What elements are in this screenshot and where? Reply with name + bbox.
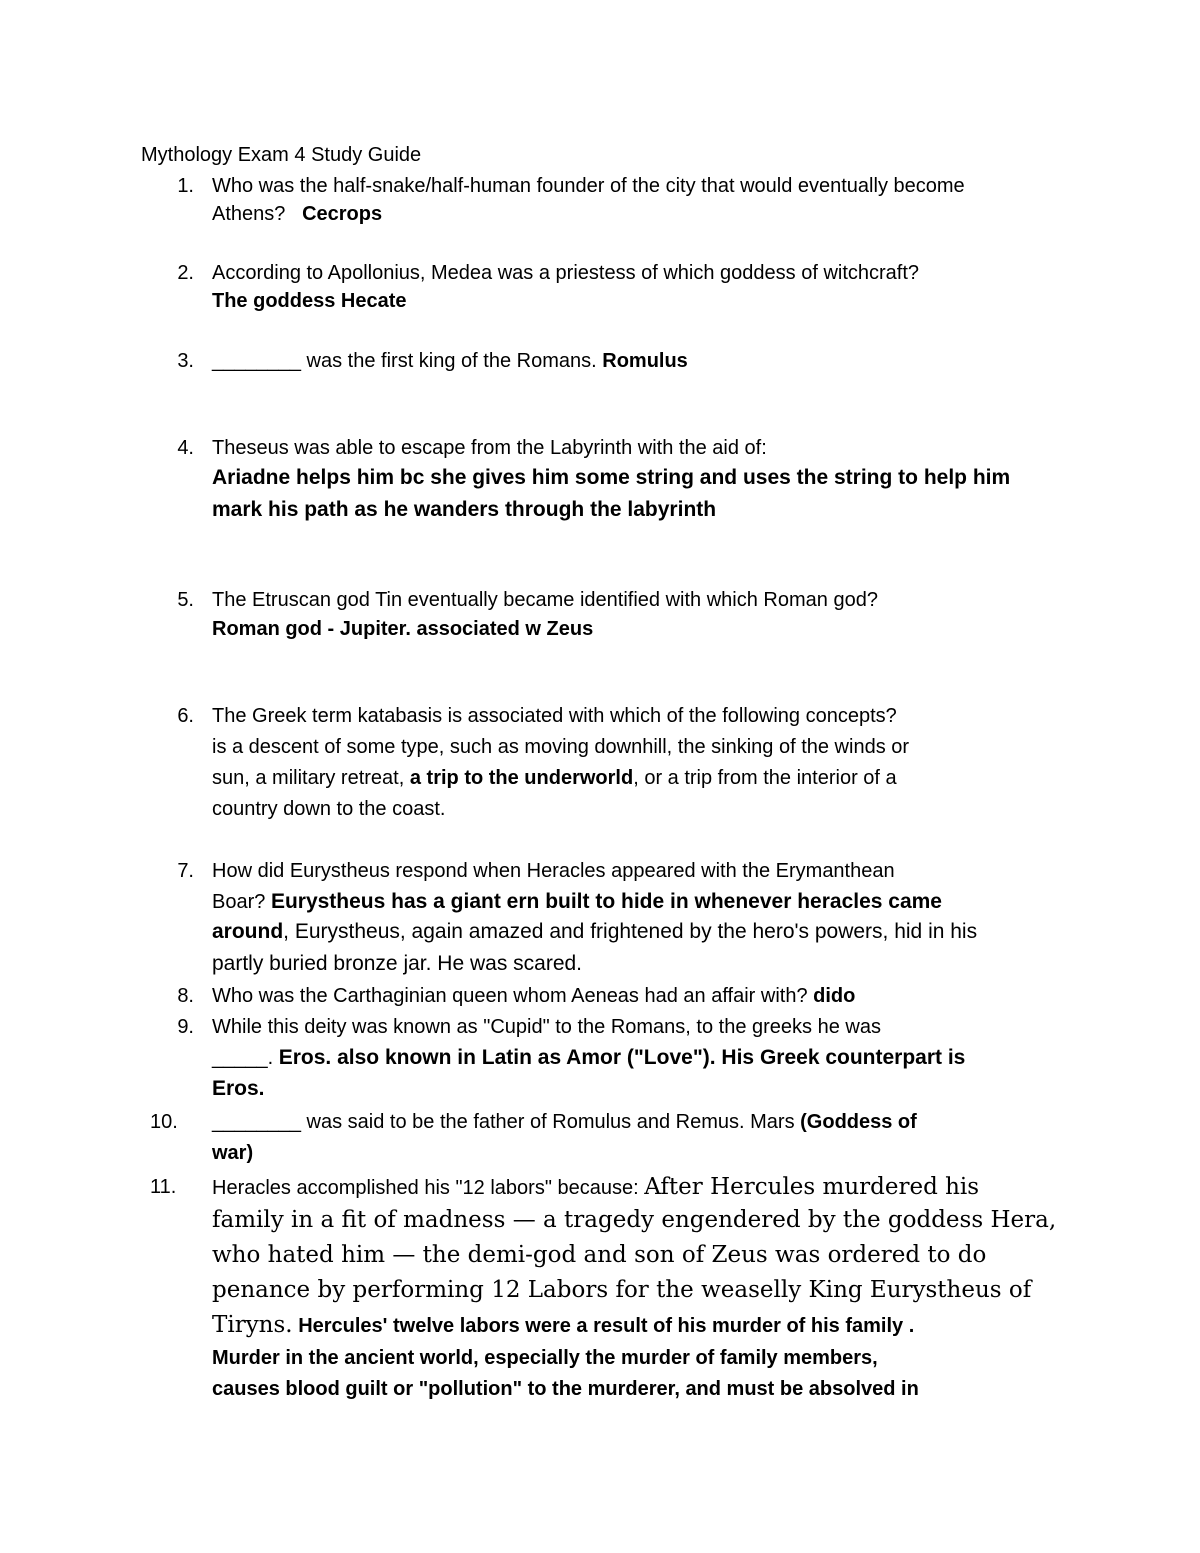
question-answer-line: [212, 1110, 917, 1134]
item-number: 1.: [177, 175, 194, 197]
question-text: Who was the Carthaginian queen whom Aeneas had an affair with?: [212, 985, 808, 1007]
question-text: How did Eurystheus respond when Heracles appeared with the Erymanthean: [212, 860, 895, 882]
item-number: 5.: [177, 589, 194, 611]
answer-highlight: war): [212, 1142, 254, 1164]
answer-highlight: Murder in the ancient world, especially the murder of family members,: [212, 1347, 878, 1369]
question-text: was said to be the father of Romulus and Remus.: [306, 1111, 745, 1133]
item-number: 8.: [177, 985, 194, 1007]
answer-line: [212, 1313, 914, 1338]
answer-text: partly buried bronze jar. He was scared.: [212, 952, 583, 975]
answer-text: , Eurystheus, again amazed and frightened by the hero's powers, hid in his: [283, 920, 978, 943]
answer-text: country down to the coast.: [212, 798, 446, 820]
question-text: was the first king of the Romans.: [306, 350, 597, 372]
answer-text: Eros. also known in Latin as Amor ("Love"). His Greek counterpart is: [278, 1046, 966, 1069]
item-number: 2.: [177, 262, 194, 284]
answer-text: Eurystheus has a giant ern built to hide in whenever heracles came: [270, 890, 942, 913]
item-number: 3.: [177, 350, 194, 372]
question-answer-line: [212, 202, 382, 226]
item-number: 10.: [150, 1111, 178, 1133]
answer-text: sun, a military retreat,: [212, 767, 405, 789]
question-answer-line: [212, 1046, 965, 1070]
blank: _____.: [212, 1047, 274, 1069]
item-number: 7.: [177, 860, 194, 882]
answer-text: who hated him — the demi-god and son of Zeus was ordered to do: [212, 1242, 987, 1268]
question-answer-line: [212, 1175, 979, 1200]
answer-highlight: causes blood guilt or "pollution" to the murderer, and must be absolved in: [212, 1378, 919, 1400]
blank: ________: [212, 350, 301, 372]
question-text: Athens?: [212, 203, 286, 225]
item-number: 9.: [177, 1016, 194, 1038]
question-text: Theseus was able to escape from the Labyrinth with the aid of:: [212, 437, 767, 459]
answer-text: family in a fit of madness — a tragedy engendered by the goddess Hera,: [212, 1207, 1057, 1233]
question-text: Boar?: [212, 891, 266, 913]
answer-text: mark his path as he wanders through the labyrinth: [212, 498, 717, 521]
answer-text: is a descent of some type, such as moving downhill, the sinking of the winds or: [212, 736, 910, 758]
question-text: According to Apollonius, Medea was a priestess of which goddess of witchcraft?: [212, 262, 920, 284]
answer-text: Roman god - Jupiter. associated w Zeus: [212, 618, 594, 640]
answer-text: penance by performing 12 Labors for the weaselly King Eurystheus of: [212, 1277, 1032, 1303]
answer-text: Cecrops: [302, 203, 383, 225]
question-answer-line: [212, 349, 688, 373]
answer-text: Eros.: [212, 1077, 265, 1100]
question-text: While this deity was known as "Cupid" to the Romans, to the greeks he was: [212, 1016, 881, 1038]
blank: ________: [212, 1111, 301, 1133]
question-text: Who was the half-snake/half-human founder of the city that would eventually become: [212, 175, 965, 197]
answer-text: Mars: [750, 1111, 795, 1133]
answer-text: Romulus: [602, 350, 688, 372]
answer-highlight: Hercules' twelve labors were a result of his murder of his family .: [298, 1315, 915, 1337]
item-number: 11.: [150, 1176, 177, 1198]
answer-text: dido: [813, 985, 856, 1007]
question-answer-line: [212, 890, 942, 914]
answer-line: [212, 766, 897, 790]
answer-text: , or a trip from the interior of a: [633, 767, 897, 789]
answer-line: [212, 920, 977, 944]
item-number: 6.: [177, 705, 194, 727]
answer-highlight: (Goddess of: [800, 1111, 917, 1133]
answer-highlight: around: [212, 920, 284, 943]
document-title: Mythology Exam 4 Study Guide: [141, 144, 422, 166]
question-text: The Greek term katabasis is associated with which of the following concepts?: [212, 705, 897, 727]
question-text: The Etruscan god Tin eventually became identified with which Roman god?: [212, 589, 878, 611]
answer-text: Tiryns.: [212, 1312, 293, 1338]
answer-text: Ariadne helps him bc she gives him some string and uses the string to help him: [212, 466, 1011, 489]
question-text: Heracles accomplished his "12 labors" because:: [212, 1177, 639, 1199]
answer-highlight: a trip to the underworld: [409, 767, 634, 789]
item-number: 4.: [177, 437, 194, 459]
answer-text: The goddess Hecate: [212, 290, 407, 312]
question-answer-line: [212, 984, 855, 1008]
answer-text: After Hercules murdered his: [644, 1174, 980, 1200]
